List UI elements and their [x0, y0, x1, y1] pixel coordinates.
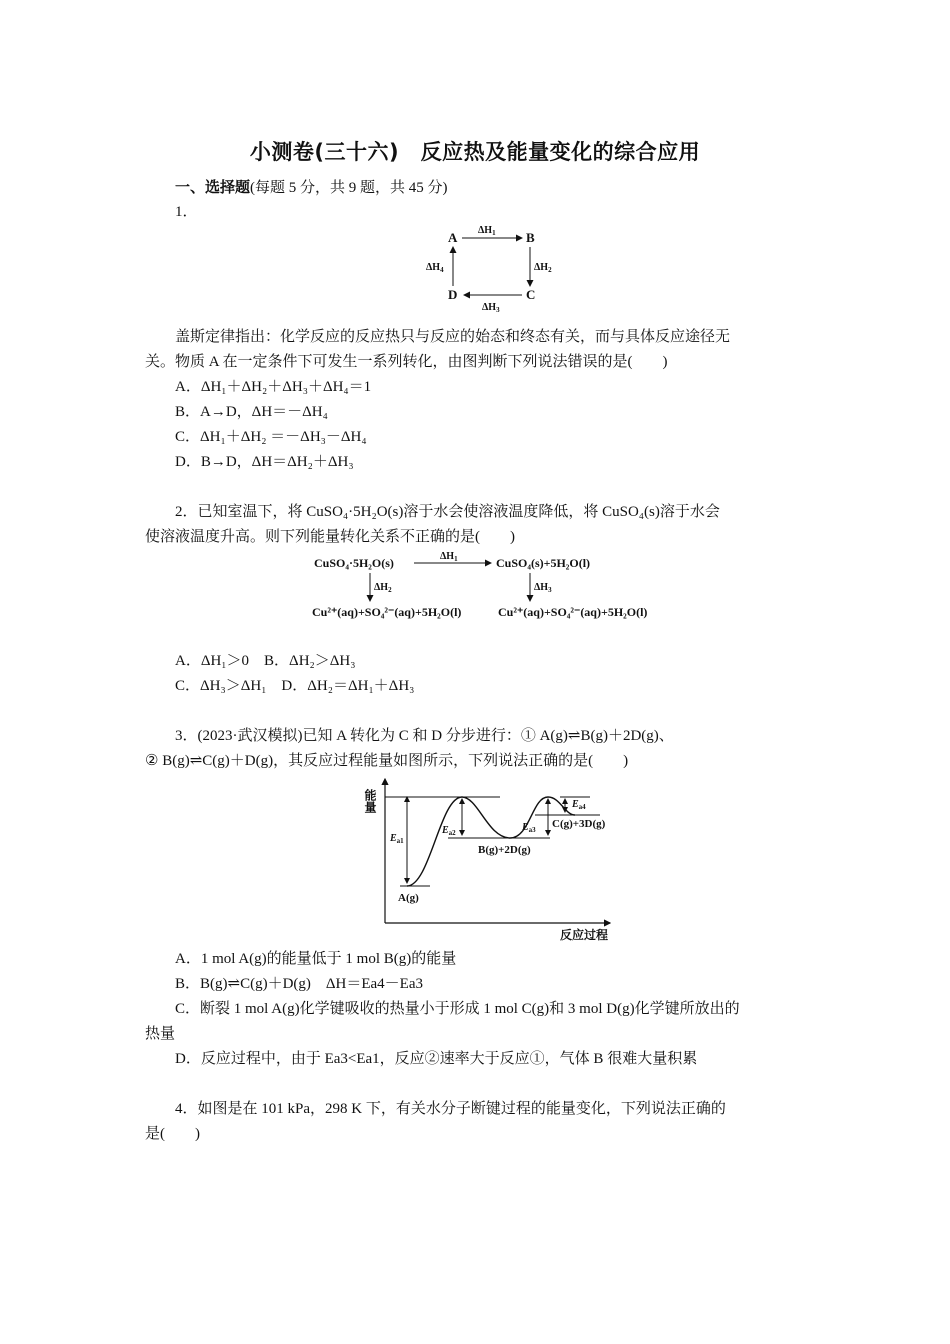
q1-option-c: C．ΔH₁＋ΔH₂ ＝－ΔH₃－ΔH₄ — [175, 429, 367, 445]
q2-bottom-right: Cu²⁺(aq)+SO₄²⁻(aq)+5H₂O(l) — [498, 605, 648, 619]
q2-h1: ΔH — [440, 551, 455, 562]
q3-stem-line2: ② B(g)⇌C(g)＋D(g)，其反应过程能量如图所示，下列说法正确的是( ) — [145, 753, 629, 769]
q1-h1: ΔH — [478, 225, 493, 236]
q1-node-b: B — [526, 230, 535, 245]
q1-h4: ΔH — [426, 262, 441, 273]
x-axis-label: 反应过程 — [560, 928, 609, 942]
q1-h3: ΔH — [482, 302, 497, 313]
q2-stem-line2: 使溶液温度升高。则下列能量转化关系不正确的是( ) — [145, 529, 515, 545]
q1-option-d: D．B→D，ΔH＝ΔH₂＋ΔH₃ — [175, 454, 354, 470]
q2-stem-line1: 2．已知室温下，将 CuSO₄·5H₂O(s)溶于水会使溶液温度降低，将 CuSO₄(s)溶于水会 — [175, 504, 720, 520]
svg-text:Ea1: $E_{a1}$ — [390, 833, 404, 845]
q1-stem-line2: 关。物质 A 在一定条件下可发生一系列转化，由图判断下列说法错误的是( ) — [145, 354, 668, 370]
svg-text:ΔH2: $\Delta H_2$ — [374, 582, 392, 594]
q2-h3: ΔH — [534, 582, 549, 593]
svg-text:ΔH3: $\Delta H_3$ — [482, 302, 500, 314]
q2-options-cd: C．ΔH₃＞ΔH₁ D．ΔH₂＝ΔH₁＋ΔH₃ — [175, 678, 415, 694]
bg-label: B(g)+2D(g) — [478, 844, 531, 856]
q1-stem-line1: 盖斯定律指出：化学反应的反应热只与反应的始态和终态有关，而与具体反应途径无 — [175, 329, 731, 345]
q1-number: 1． — [175, 204, 198, 220]
svg-text:ΔH1: $\Delta H_1$ — [478, 225, 496, 237]
q3-option-c-line2: 热量 — [145, 1026, 176, 1042]
q3-option-b: B．B(g)⇌C(g)＋D(g) ΔH＝Ea4－Ea3 — [175, 976, 424, 992]
ea3-label: E — [522, 822, 529, 833]
q3-option-d: D．反应过程中，由于 Ea3<Ea1，反应②速率大于反应①，气体 B 很难大量积累 — [175, 1051, 698, 1067]
section-header: 一、选择题(每题 5 分，共 9 题，共 45 分) — [175, 178, 448, 196]
q1-node-d: D — [448, 287, 458, 302]
cg-label: C(g)+3D(g) — [552, 818, 606, 830]
q2-top-right: CuSO₄(s)+5H₂O(l) — [496, 556, 591, 570]
q2-options-ab: A．ΔH₁＞0 B．ΔH₂＞ΔH₃ — [175, 653, 356, 669]
q3-option-c-line1: C．断裂 1 mol A(g)化学键吸收的热量小于形成 1 mol C(g)和 3 mol D(g)化学键所放出的 — [175, 1001, 740, 1017]
q1-h2: ΔH — [534, 262, 549, 273]
q2-bottom-left: Cu²⁺(aq)+SO₄²⁻(aq)+5H₂O(l) — [312, 605, 462, 619]
ag-label: A(g) — [398, 892, 419, 904]
y-axis-label: 能量 — [363, 789, 377, 813]
ea4-label: E — [572, 799, 579, 810]
q3-option-a: A．1 mol A(g)的能量低于 1 mol B(g)的能量 — [175, 951, 457, 967]
q4-stem-line2: 是( ) — [145, 1126, 200, 1142]
q3-stem-line1: 3．(2023·武汉模拟)已知 A 转化为 C 和 D 分步进行：① A(g)⇌B(g)＋2D(g)、 — [175, 728, 674, 744]
energy-curve — [407, 797, 575, 886]
page-title: 小测卷(三十六) 反应热及能量变化的综合应用 — [249, 140, 701, 164]
q1-diagram — [420, 220, 570, 315]
svg-text:ΔH2: $\Delta H_2$ — [534, 262, 552, 274]
svg-text:Ea3: $E_{a3}$ — [522, 822, 536, 834]
q1-node-c: C — [526, 287, 536, 302]
q2-top-left: CuSO₄·5H₂O(s) — [314, 556, 394, 570]
q1-option-a: A．ΔH₁＋ΔH₂＋ΔH₃＋ΔH₄＝1 — [175, 379, 372, 395]
svg-text:Ea2: $E_{a2}$ — [442, 825, 456, 837]
svg-text:ΔH1: $\Delta H_1$ — [440, 551, 458, 563]
q2-h2: ΔH — [374, 582, 389, 593]
q1-node-a: A — [448, 230, 458, 245]
q1-option-b: B．A→D，ΔH＝－ΔH₄ — [175, 404, 328, 420]
q3-energy-diagram — [360, 775, 620, 943]
svg-text:Ea4: $E_{a4}$ — [572, 799, 586, 811]
ea1-label: E — [390, 833, 397, 844]
q2-diagram — [310, 548, 670, 628]
svg-text:ΔH3: $\Delta H_3$ — [534, 582, 552, 594]
q4-stem-line1: 4．如图是在 101 kPa，298 K 下，有关水分子断键过程的能量变化，下列说法正确的 — [175, 1101, 726, 1117]
svg-text:ΔH4: $\Delta H_4$ — [426, 262, 444, 274]
ea2-label: E — [442, 825, 449, 836]
